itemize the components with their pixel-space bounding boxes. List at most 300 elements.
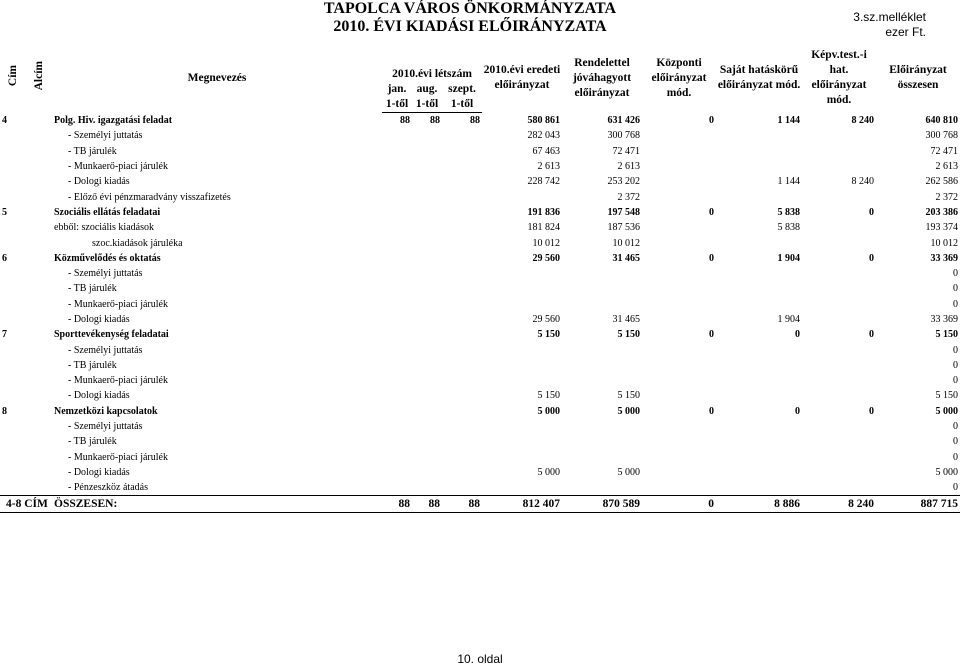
jan-cell: [382, 128, 412, 143]
kozp-cell: [642, 480, 716, 496]
rend-cell: [562, 358, 642, 373]
cim-cell: [0, 235, 26, 250]
jan-cell: [382, 189, 412, 204]
col-header-eredeti: 2010.évi eredeti előirányzat: [483, 64, 561, 92]
ossz-cell: 2 372: [935, 191, 959, 203]
jan-cell: [382, 174, 412, 189]
kozp-cell: [642, 388, 716, 403]
sajat-cell: [716, 128, 802, 143]
szept-cell: [442, 434, 482, 449]
rend-cell: 187 536: [607, 222, 641, 234]
eredeti-cell: [482, 358, 562, 373]
aug-cell: [412, 251, 442, 266]
szept-cell: [442, 312, 482, 327]
kepv-cell: [802, 128, 876, 143]
kozp-cell: [642, 189, 716, 204]
cim-cell: [0, 297, 26, 312]
cim-cell: [0, 465, 26, 480]
ossz-cell: 203 386: [925, 206, 959, 218]
document-subtitle: 2010. ÉVI KIADÁSI ELŐIRÁNYZATA: [333, 18, 607, 35]
eredeti-cell: [482, 266, 562, 281]
kozp-cell: [642, 159, 716, 174]
name-cell: - Dologi kiadás: [68, 176, 130, 188]
ossz-cell: 5 150: [935, 329, 959, 341]
kozp-cell: [642, 450, 716, 465]
ossz-cell: 193 374: [925, 222, 959, 234]
name-cell: - Előző évi pénzmaradvány visszafizetés: [68, 191, 231, 203]
kozp-cell: [642, 235, 716, 250]
table-row: [0, 480, 960, 496]
kozp-cell: [642, 434, 716, 449]
aug-cell: [412, 266, 442, 281]
jan-cell: [382, 434, 412, 449]
name-cell: Nemzetközi kapcsolatok: [54, 405, 158, 417]
cim-cell: 6: [2, 252, 7, 264]
table-row: [0, 128, 960, 143]
name-cell: Sporttevékenység feladatai: [54, 329, 169, 341]
kozp-cell: [642, 281, 716, 296]
szept-cell: [442, 251, 482, 266]
eredeti-cell: 5 000: [537, 405, 561, 417]
alcim-cell: [26, 159, 52, 174]
kepv-cell: [802, 189, 876, 204]
jan-cell: [382, 419, 412, 434]
cim-cell: [0, 128, 26, 143]
alcim-cell: [26, 266, 52, 281]
total-kepv-cell: 8 240: [802, 496, 876, 512]
sajat-cell: [716, 373, 802, 388]
ossz-cell: 0: [953, 344, 959, 356]
kozp-cell: [642, 220, 716, 235]
page-number: 10. oldal: [457, 652, 503, 666]
szept-cell: [442, 465, 482, 480]
jan-cell: [382, 480, 412, 496]
name-cell: - TB járulék: [68, 283, 117, 295]
rend-cell: 5 000: [617, 405, 641, 417]
rend-cell: 10 012: [612, 237, 641, 249]
rend-cell: 72 471: [612, 145, 641, 157]
aug-cell: [412, 235, 442, 250]
cim-cell: 7: [2, 329, 7, 341]
table-row: [0, 189, 960, 204]
aug-cell: [412, 358, 442, 373]
eredeti-cell: [482, 450, 562, 465]
table-row: [0, 450, 960, 465]
eredeti-cell: 228 742: [527, 176, 561, 188]
aug-cell: 88: [430, 115, 440, 127]
cim-cell: [0, 434, 26, 449]
szept-cell: [442, 281, 482, 296]
name-cell: - Személyi juttatás: [68, 130, 143, 142]
table-row: [0, 266, 960, 281]
rend-cell: 631 426: [607, 114, 641, 126]
jan-cell: [382, 297, 412, 312]
sajat-cell: 0: [795, 329, 801, 341]
kepv-cell: [802, 358, 876, 373]
alcim-cell: [26, 205, 52, 220]
sajat-cell: 1 904: [777, 252, 801, 264]
alcim-cell: [26, 342, 52, 357]
kozp-cell: [642, 312, 716, 327]
aug-cell: [412, 450, 442, 465]
kozp-cell: [642, 174, 716, 189]
szept-cell: [442, 388, 482, 403]
cim-cell: [0, 144, 26, 159]
total-aug-cell: 88: [412, 496, 442, 512]
szept-cell: [442, 419, 482, 434]
jan-cell: [382, 159, 412, 174]
jan-cell: [382, 312, 412, 327]
kepv-cell: 8 240: [851, 114, 875, 126]
szept-cell: [442, 450, 482, 465]
kozp-cell: 0: [709, 252, 715, 264]
eredeti-cell: 5 150: [537, 390, 561, 402]
kozp-cell: [642, 358, 716, 373]
eredeti-cell: 2 613: [537, 161, 561, 173]
alcim-cell: [26, 281, 52, 296]
alcim-cell: [26, 450, 52, 465]
ossz-cell: 0: [953, 421, 959, 433]
rend-cell: [562, 297, 642, 312]
ossz-cell: 33 369: [930, 252, 959, 264]
total-row: [0, 496, 960, 512]
ossz-cell: 0: [953, 436, 959, 448]
annex-label: [853, 10, 926, 40]
aug-cell: [412, 312, 442, 327]
rend-cell: [562, 266, 642, 281]
cim-cell: [0, 174, 26, 189]
cim-cell: [0, 220, 26, 235]
name-cell: - Személyi juttatás: [68, 344, 143, 356]
sajat-cell: 1 144: [777, 114, 801, 126]
table-row: [0, 373, 960, 388]
rend-cell: 2 372: [617, 191, 641, 203]
kepv-cell: 8 240: [851, 176, 875, 188]
cim-cell: 5: [2, 206, 7, 218]
kozp-cell: [642, 128, 716, 143]
sajat-cell: [716, 450, 802, 465]
cim-cell: [0, 266, 26, 281]
sajat-cell: 5 838: [777, 206, 801, 218]
rend-cell: 5 150: [617, 329, 641, 341]
eredeti-cell: [482, 342, 562, 357]
sajat-cell: 1 904: [777, 314, 801, 325]
szept-cell: [442, 235, 482, 250]
kozp-cell: [642, 419, 716, 434]
aug-cell: [412, 434, 442, 449]
kepv-cell: [802, 144, 876, 159]
col-header-cim: Cím: [6, 65, 19, 87]
alcim-cell: [26, 174, 52, 189]
ossz-cell: 5 150: [935, 390, 959, 402]
table-row: [0, 220, 960, 235]
jan-cell: [382, 281, 412, 296]
kepv-cell: [802, 312, 876, 327]
rend-cell: 31 465: [612, 314, 641, 325]
alcim-cell: [26, 480, 52, 496]
col-header-kepv: Képv.test.-i hat. előirányzat mód.: [811, 49, 867, 107]
total-cim-cell: 4-8 CÍM: [0, 496, 52, 512]
name-cell: - TB járulék: [68, 436, 117, 448]
kepv-cell: [802, 419, 876, 434]
kozp-cell: [642, 342, 716, 357]
cim-cell: [0, 281, 26, 296]
ossz-cell: 262 586: [925, 176, 959, 188]
eredeti-cell: [482, 189, 562, 204]
name-cell: - Munkaerő-piaci járulék: [68, 298, 168, 310]
eredeti-cell: 29 560: [532, 314, 561, 325]
ossz-cell: 300 768: [925, 130, 959, 142]
rend-cell: 31 465: [612, 252, 641, 264]
kozp-cell: 0: [709, 329, 715, 341]
total-rend-cell: 870 589: [562, 496, 642, 512]
ossz-cell: 0: [953, 283, 959, 295]
szept-cell: [442, 189, 482, 204]
col-header-osszesen: Előirányzat összesen: [889, 64, 947, 92]
szept-cell: [442, 205, 482, 220]
sajat-cell: [716, 342, 802, 357]
ossz-cell: 0: [953, 298, 959, 310]
ossz-cell: 0: [953, 375, 959, 387]
jan-cell: [382, 205, 412, 220]
szept-cell: [442, 128, 482, 143]
unit-label: ezer Ft.: [885, 25, 926, 39]
jan-cell: [382, 373, 412, 388]
total-szept-cell: 88: [442, 496, 482, 512]
ossz-cell: 0: [953, 451, 959, 463]
kepv-cell: [802, 480, 876, 496]
col-header-sajat: Saját hatáskörű előirányzat mód.: [717, 64, 801, 92]
alcim-cell: [26, 373, 52, 388]
rend-cell: [562, 450, 642, 465]
kepv-cell: [802, 342, 876, 357]
total-jan-cell: 88: [382, 496, 412, 512]
table-row: [0, 404, 960, 419]
aug-cell: [412, 327, 442, 342]
aug-cell: [412, 281, 442, 296]
szept-cell: [442, 174, 482, 189]
kozp-cell: [642, 373, 716, 388]
alcim-cell: [26, 189, 52, 204]
name-cell: - Személyi juttatás: [68, 421, 143, 433]
jan-cell: [382, 235, 412, 250]
total-ossz-cell: 887 715: [876, 496, 960, 512]
aug-cell: [412, 342, 442, 357]
rend-cell: 253 202: [607, 176, 641, 188]
alcim-cell: [26, 388, 52, 403]
col-header-szept: szept. 1-től: [442, 82, 482, 113]
kepv-cell: [802, 235, 876, 250]
kozp-cell: [642, 465, 716, 480]
sajat-cell: [716, 388, 802, 403]
sajat-cell: [716, 297, 802, 312]
eredeti-cell: 282 043: [527, 130, 561, 142]
alcim-cell: [26, 358, 52, 373]
cim-cell: [0, 159, 26, 174]
table-row: [0, 251, 960, 266]
alcim-cell: [26, 327, 52, 342]
eredeti-cell: 5 000: [537, 466, 561, 478]
szept-cell: [442, 159, 482, 174]
jan-cell: [382, 327, 412, 342]
jan-cell: [382, 144, 412, 159]
kepv-cell: 0: [869, 252, 875, 264]
total-name-cell: ÖSSZESEN:: [52, 496, 382, 512]
kepv-cell: [802, 373, 876, 388]
eredeti-cell: 5 150: [537, 329, 561, 341]
table-row: [0, 342, 960, 357]
cim-cell: [0, 419, 26, 434]
eredeti-cell: [482, 419, 562, 434]
name-cell: szoc.kiadások járuléka: [92, 237, 183, 249]
cim-cell: 4: [2, 114, 7, 126]
sajat-cell: [716, 358, 802, 373]
cim-cell: 8: [2, 405, 7, 417]
eredeti-cell: 29 560: [532, 252, 561, 264]
col-header-alcim: Alcím: [32, 61, 45, 91]
ossz-cell: 0: [953, 482, 959, 494]
table-row: [0, 205, 960, 220]
kepv-cell: [802, 159, 876, 174]
total-sajat-cell: 8 886: [716, 496, 802, 512]
kozp-cell: [642, 297, 716, 312]
ossz-cell: 0: [953, 359, 959, 371]
jan-cell: [382, 450, 412, 465]
aug-cell: [412, 404, 442, 419]
ossz-cell: 0: [953, 268, 959, 280]
total-eredeti-cell: 812 407: [482, 496, 562, 512]
aug-cell: [412, 144, 442, 159]
cim-cell: [0, 388, 26, 403]
eredeti-cell: [482, 434, 562, 449]
name-cell: - Dologi kiadás: [68, 390, 130, 402]
table-row: [0, 174, 960, 189]
kepv-cell: [802, 434, 876, 449]
ossz-cell: 640 810: [925, 114, 959, 126]
kepv-cell: 0: [869, 206, 875, 218]
jan-cell: [382, 465, 412, 480]
alcim-cell: [26, 144, 52, 159]
jan-cell: [382, 358, 412, 373]
alcim-cell: [26, 434, 52, 449]
name-cell: Polg. Hiv. igazgatási feladat: [54, 114, 173, 126]
kozp-cell: 0: [709, 114, 715, 126]
sajat-cell: [716, 434, 802, 449]
col-header-letszam: 2010.évi létszám: [392, 68, 472, 80]
szept-cell: [442, 373, 482, 388]
ossz-cell: 10 012: [930, 237, 959, 249]
table-row: [0, 465, 960, 480]
jan-cell: [382, 266, 412, 281]
szept-cell: [442, 358, 482, 373]
eredeti-cell: [482, 281, 562, 296]
alcim-cell: [26, 128, 52, 143]
aug-cell: [412, 205, 442, 220]
table-row: [0, 312, 960, 327]
table-row: [0, 297, 960, 312]
kepv-cell: 0: [869, 405, 875, 417]
aug-cell: [412, 465, 442, 480]
col-header-rendelettel: Rendelettel jóváhagyott előirányzat: [572, 56, 632, 99]
aug-cell: [412, 419, 442, 434]
alcim-cell: [26, 297, 52, 312]
sajat-cell: [716, 281, 802, 296]
kepv-cell: [802, 266, 876, 281]
document-title: TAPOLCA VÁROS ÖNKORMÁNYZATA: [323, 0, 617, 17]
kepv-cell: [802, 450, 876, 465]
alcim-cell: [26, 113, 52, 129]
alcim-cell: [26, 235, 52, 250]
cim-cell: [0, 312, 26, 327]
sajat-cell: [716, 419, 802, 434]
kepv-cell: [802, 297, 876, 312]
eredeti-cell: [482, 297, 562, 312]
kozp-cell: 0: [709, 405, 715, 417]
aug-cell: [412, 220, 442, 235]
ossz-cell: 2 613: [935, 161, 959, 173]
sajat-cell: [716, 266, 802, 281]
jan-cell: [382, 342, 412, 357]
jan-cell: [382, 388, 412, 403]
sajat-cell: [716, 235, 802, 250]
rend-cell: [562, 419, 642, 434]
name-cell: - Dologi kiadás: [68, 466, 130, 478]
kozp-cell: [642, 266, 716, 281]
kozp-cell: [642, 144, 716, 159]
col-header-megnevezes: Megnevezés: [187, 71, 247, 84]
eredeti-cell: 191 836: [527, 206, 561, 218]
eredeti-cell: 67 463: [532, 145, 561, 157]
name-cell: - Munkaerő-piaci járulék: [68, 161, 168, 173]
rend-cell: [562, 342, 642, 357]
col-header-jan: jan. 1-től: [382, 82, 412, 113]
szept-cell: 88: [470, 115, 481, 127]
ossz-cell: 5 000: [935, 466, 959, 478]
table-row: [0, 144, 960, 159]
aug-cell: [412, 159, 442, 174]
aug-cell: [412, 297, 442, 312]
jan-cell: 88: [400, 115, 410, 127]
ossz-cell: 5 000: [935, 405, 959, 417]
rend-cell: [562, 281, 642, 296]
rend-cell: [562, 434, 642, 449]
eredeti-cell: 181 824: [527, 222, 561, 234]
ossz-cell: 33 369: [930, 314, 959, 325]
col-header-aug: aug. 1-től: [412, 82, 442, 113]
szept-cell: [442, 342, 482, 357]
table-row: [0, 235, 960, 250]
alcim-cell: [26, 251, 52, 266]
rend-cell: 5 150: [617, 390, 641, 402]
budget-table: [0, 44, 960, 513]
rend-cell: 5 000: [617, 466, 641, 478]
table-row: [0, 358, 960, 373]
szept-cell: [442, 266, 482, 281]
szept-cell: [442, 327, 482, 342]
aug-cell: [412, 128, 442, 143]
aug-cell: [412, 174, 442, 189]
szept-cell: [442, 220, 482, 235]
rend-cell: 2 613: [617, 161, 641, 173]
name-cell: Közművelődés és oktatás: [54, 252, 161, 264]
name-cell: - TB járulék: [68, 359, 117, 371]
sajat-cell: 0: [795, 405, 801, 417]
sajat-cell: [716, 159, 802, 174]
aug-cell: [412, 388, 442, 403]
cim-cell: [0, 480, 26, 496]
rend-cell: [562, 373, 642, 388]
annex-number: 3.sz.melléklet: [853, 10, 926, 24]
